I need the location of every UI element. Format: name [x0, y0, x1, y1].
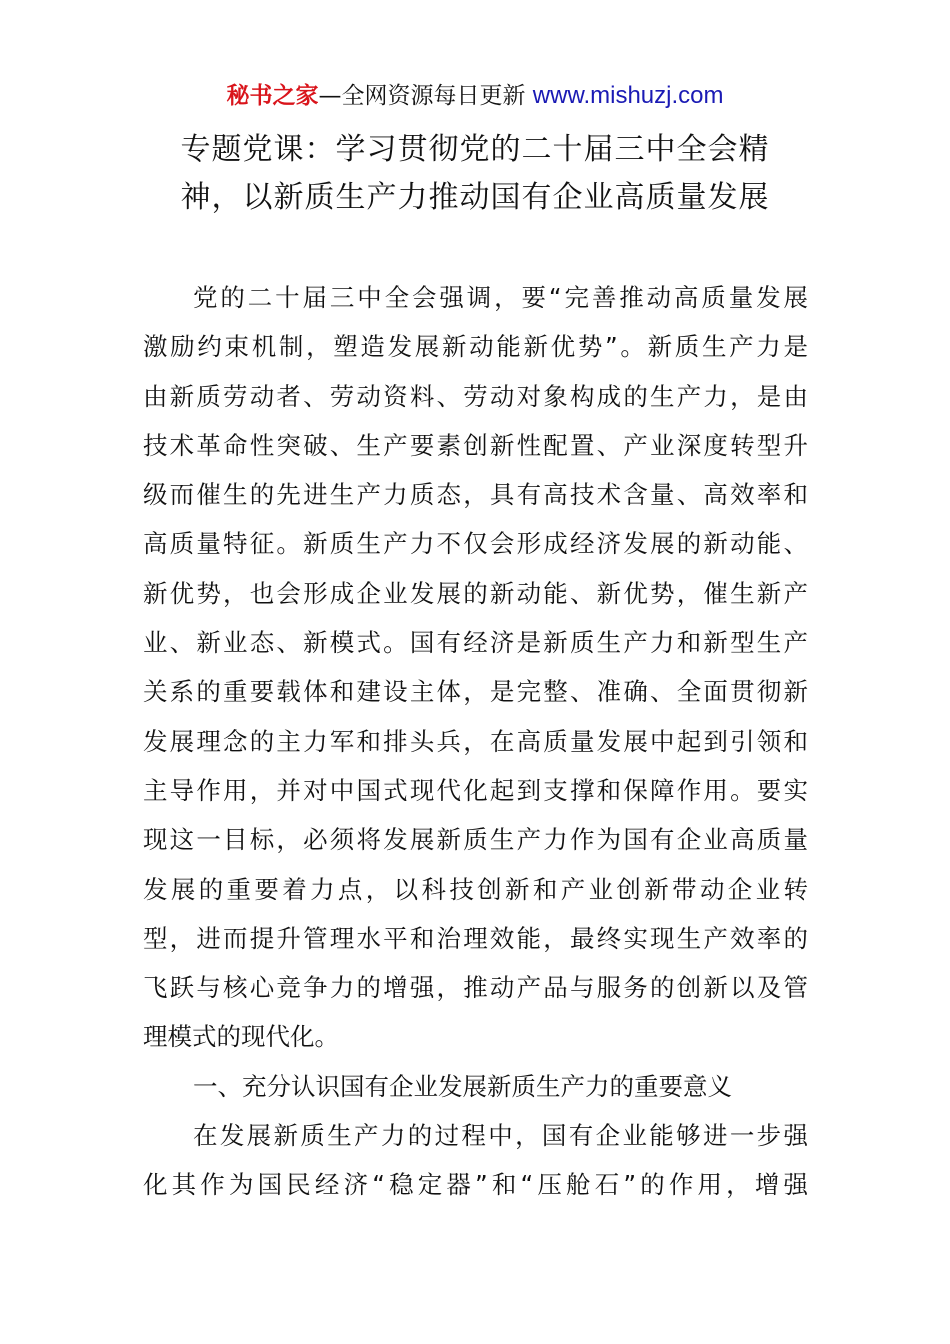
body-line: 发展的重要着力点，以科技创新和产业创新带动企业转	[143, 874, 808, 904]
body-line: 飞跃与核心竞争力的增强，推动产品与服务的创新以及管	[143, 973, 808, 1003]
body-line: 理模式的现代化。	[143, 1022, 339, 1052]
body-line: 型，进而提升管理水平和治理效能，最终实现生产效率的	[143, 923, 808, 953]
title-line-2: 神，以新质生产力推动国有企业高质量发展	[180, 180, 770, 215]
document-body	[143, 273, 808, 1210]
body-line: 激励约束机制，塑造发展新动能新优势”。新质生产力是	[143, 332, 808, 362]
section-heading: 一、充分认识国有企业发展新质生产力的重要意义	[193, 1071, 732, 1101]
body-line: 发展理念的主力军和排头兵，在高质量发展中起到引领和	[143, 726, 808, 756]
brand-name: 秘书之家	[226, 83, 319, 109]
watermark-header	[0, 78, 950, 114]
header-tagline: —全网资源每日更新	[318, 83, 533, 109]
body-line: 技术革命性突破、生产要素创新性配置、产业深度转型升	[143, 430, 808, 460]
body-line: 业、新业态、新模式。国有经济是新质生产力和新型生产	[143, 628, 808, 658]
body-line: 高质量特征。新质生产力不仅会形成经济发展的新动能、	[143, 529, 808, 559]
body-line: 党的二十届三中全会强调，要“完善推动高质量发展	[193, 283, 808, 312]
body-line: 关系的重要载体和建设主体，是完整、准确、全面贯彻新	[143, 677, 808, 707]
site-url-link[interactable]: www.mishuzj.com	[532, 82, 724, 109]
body-line: 主导作用，并对中国式现代化起到支撑和保障作用。要实	[143, 775, 808, 805]
body-line: 化其作为国民经济“稳定器”和“压舱石”的作用，增强	[143, 1170, 808, 1200]
body-line: 级而催生的先进生产力质态，具有高技术含量、高效率和	[143, 480, 808, 510]
body-line: 由新质劳动者、劳动资料、劳动对象构成的生产力，是由	[143, 381, 808, 411]
title-line-1: 专题党课：学习贯彻党的二十届三中全会精	[180, 132, 770, 167]
document-title	[150, 126, 800, 222]
body-line: 现这一目标，必须将发展新质生产力作为国有企业高质量	[143, 825, 808, 855]
body-line: 在发展新质生产力的过程中，国有企业能够进一步强	[193, 1121, 808, 1151]
body-line: 新优势，也会形成企业发展的新动能、新优势，催生新产	[143, 578, 808, 608]
